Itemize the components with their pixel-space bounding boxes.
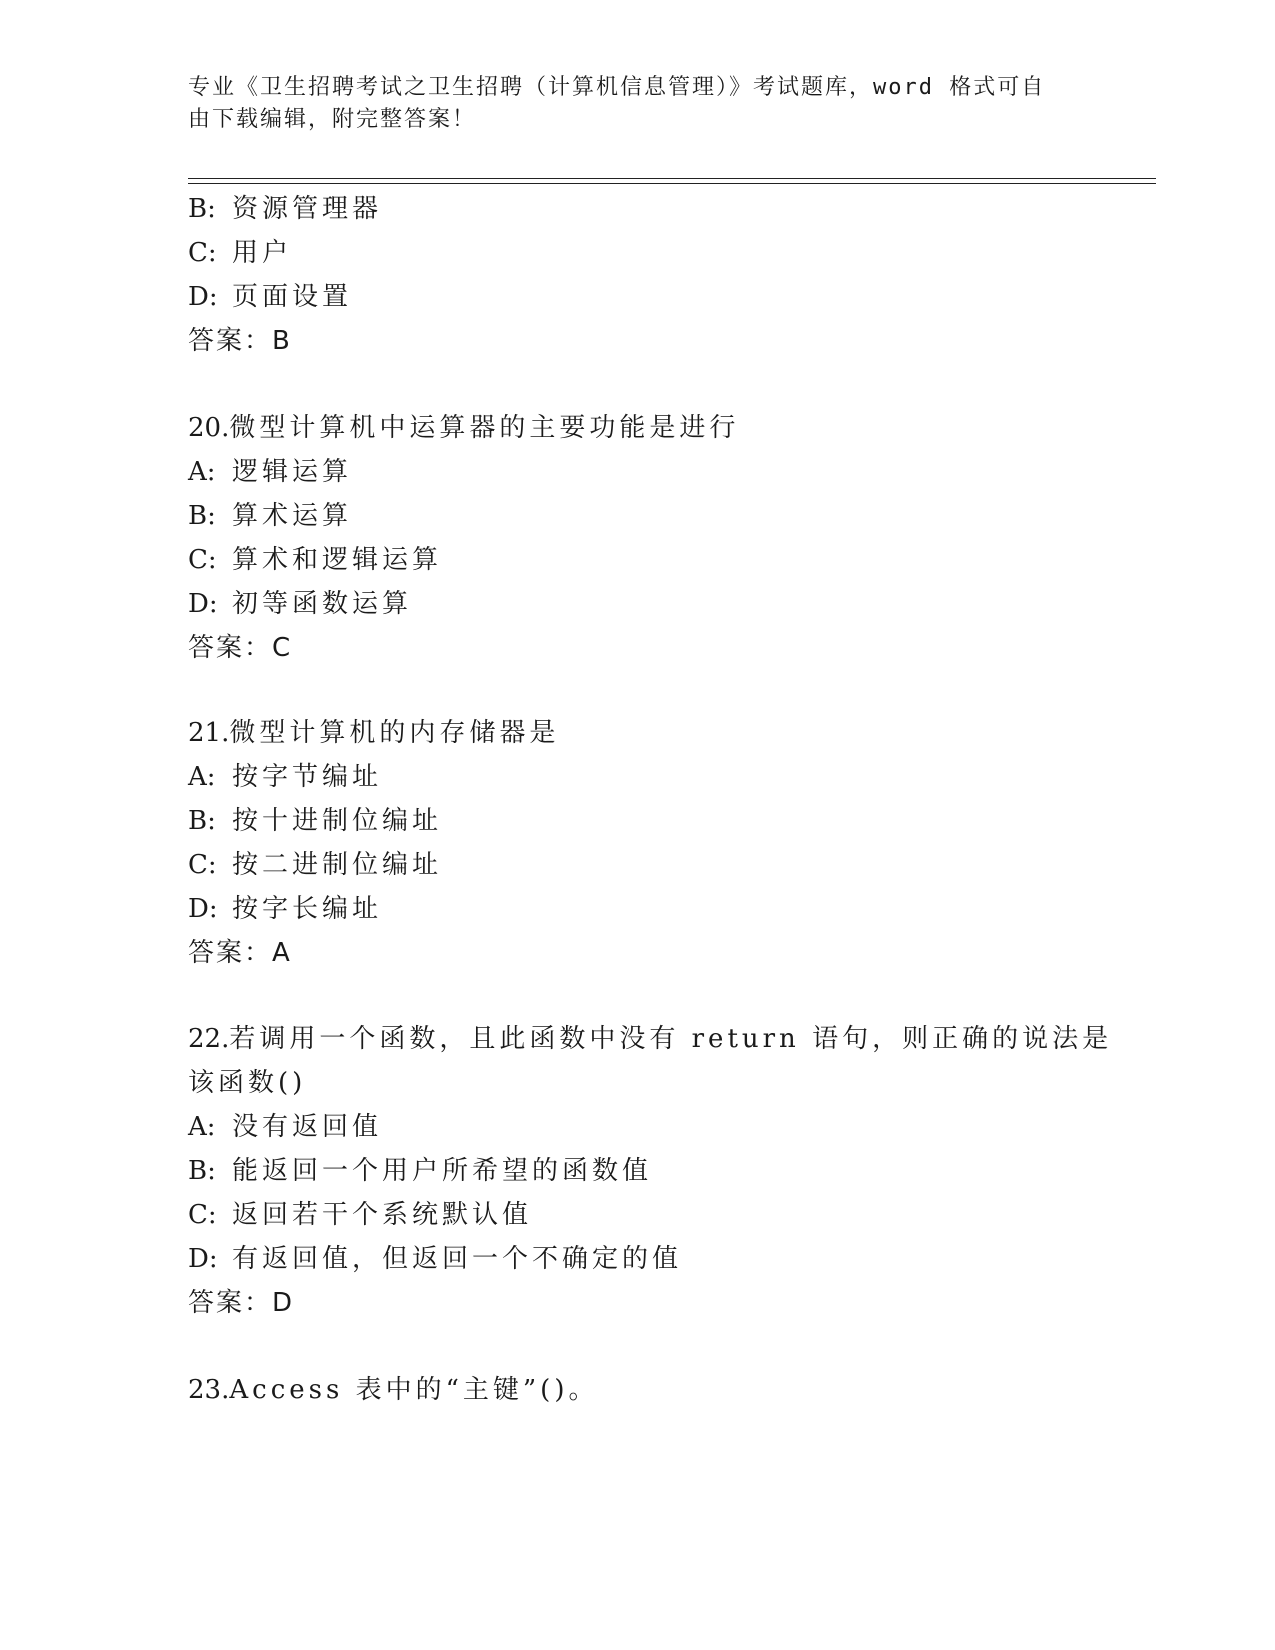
question-text: 微型计算机中运算器的主要功能是进行 [229,413,740,443]
option-letter: C: [188,850,217,880]
question-text: Access 表中的“主键”()。 [229,1375,599,1405]
option-letter: A: [188,762,216,792]
header-divider-bottom [188,183,1156,184]
option-letter: D: [188,282,218,312]
question-number: 22. [188,1024,230,1054]
option-text: 页面设置 [232,282,353,312]
question-23 [188,1373,598,1407]
option-letter: B: [188,501,216,531]
option-text: 用户 [232,238,293,268]
option-a [188,1110,382,1144]
question-text: 微型计算机的内存储器是 [229,718,560,748]
option-letter: B: [188,194,216,224]
option-c [188,543,442,577]
option-text: 有返回值，但返回一个不确定的值 [232,1244,683,1274]
option-b [188,499,352,533]
option-letter: A: [188,457,216,487]
header-line-1: 专业《卫生招聘考试之卫生招聘（计算机信息管理）》考试题库，word 格式可自 [188,75,1046,100]
option-text: 算术和逻辑运算 [232,545,443,575]
option-text: 没有返回值 [232,1112,383,1142]
answer-label: 答案：D [188,1288,295,1318]
option-b [188,192,382,226]
header-line-2: 由下载编辑，附完整答案！ [188,107,477,132]
option-b [188,804,442,838]
question-22-continued: 该函数() [188,1068,307,1098]
answer-label: 答案：B [188,326,292,356]
option-a [188,760,382,794]
option-c [188,848,442,882]
option-text: 初等函数运算 [232,589,413,619]
option-text: 按二进制位编址 [232,850,443,880]
header-divider-top [188,178,1156,179]
option-d [188,892,382,926]
option-letter: B: [188,806,216,836]
option-letter: D: [188,589,218,619]
answer-label: 答案：C [188,633,293,663]
option-text: 按字节编址 [232,762,383,792]
question-22 [188,1022,1112,1056]
document-header [188,72,1068,136]
option-text: 返回若干个系统默认值 [232,1200,533,1230]
question-number: 23. [188,1375,230,1405]
option-letter: C: [188,545,217,575]
option-letter: D: [188,1244,218,1274]
option-c [188,236,292,270]
option-text: 资源管理器 [232,194,383,224]
question-21 [188,716,559,750]
question-number: 21. [188,718,230,748]
option-d [188,1242,682,1276]
option-b [188,1154,652,1188]
question-number: 20. [188,413,230,443]
option-letter: C: [188,1200,217,1230]
option-d [188,587,412,621]
option-letter: B: [188,1156,216,1186]
option-letter: D: [188,894,218,924]
option-text: 能返回一个用户所希望的函数值 [232,1156,653,1186]
option-d [188,280,352,314]
answer-label: 答案：A [188,938,292,968]
option-a [188,455,352,489]
option-letter: A: [188,1112,216,1142]
option-text: 按十进制位编址 [232,806,443,836]
question-20 [188,411,739,445]
option-text: 逻辑运算 [232,457,353,487]
option-c [188,1198,532,1232]
question-text: 若调用一个函数，且此函数中没有 return 语句，则正确的说法是 [229,1024,1113,1054]
option-text: 算术运算 [232,501,353,531]
option-letter: C: [188,238,217,268]
option-text: 按字长编址 [232,894,383,924]
